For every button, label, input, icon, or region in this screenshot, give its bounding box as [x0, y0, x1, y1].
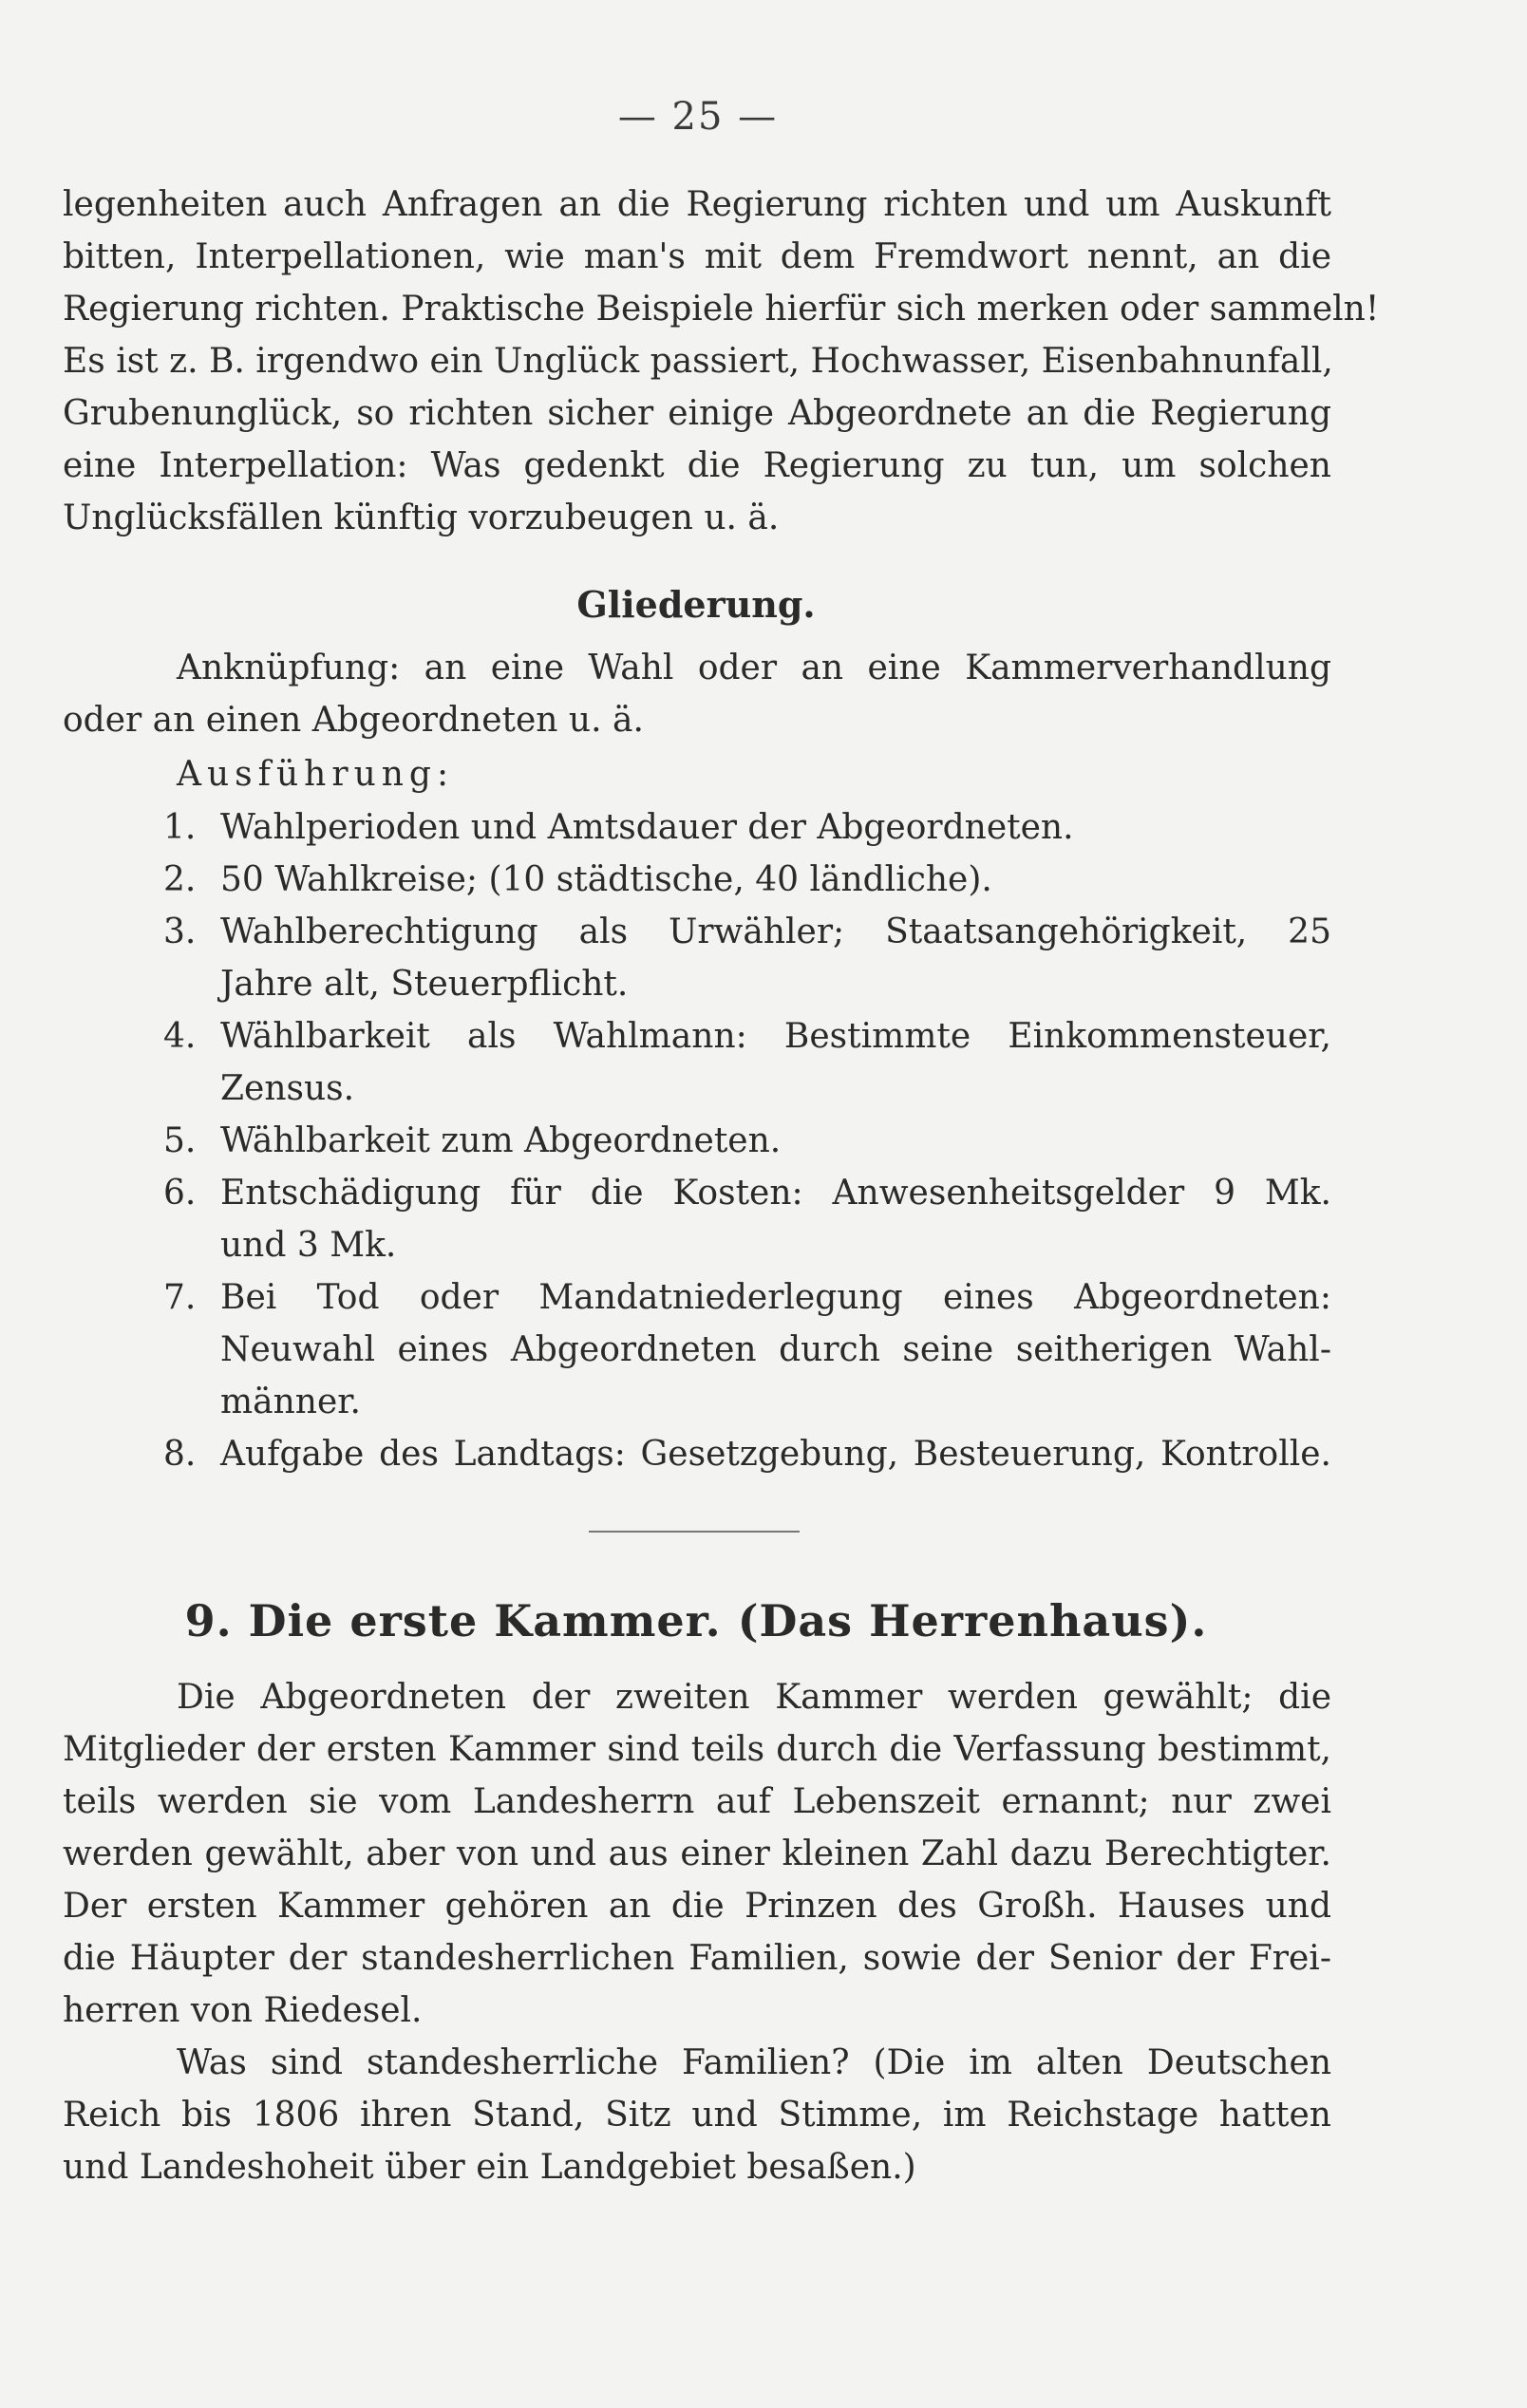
list-number: 5.	[163, 1121, 197, 1160]
ausfuehrung-label: Ausführung:	[177, 755, 455, 794]
paragraph-standesherrliche-familien	[63, 2037, 1331, 2193]
ausfuehrung-list	[163, 801, 1331, 1480]
page-number: — 25 —	[617, 95, 779, 139]
text-line: Der ersten Kammer gehören an die Prinzen des Großh. Hauses und	[63, 1887, 1331, 1926]
list-text: Zensus.	[220, 1069, 355, 1108]
list-text: Wahlperioden und Amtsdauer der Abgeordneten.	[220, 808, 1074, 847]
text-line: herren von Riedesel.	[63, 1991, 423, 2030]
list-text: männer.	[220, 1383, 361, 1421]
list-number: 2.	[163, 860, 197, 899]
list-text: Wahlberechtigung als Urwähler; Staatsangehörigkeit, 25	[220, 912, 1331, 951]
text-line: Die Abgeordneten der zweiten Kammer werden gewählt; die	[177, 1678, 1331, 1717]
list-item	[163, 1167, 1331, 1271]
list-item	[163, 854, 1331, 906]
intro-paragraph	[63, 179, 1380, 544]
list-item	[163, 906, 1331, 1010]
list-text: Wählbarkeit als Wahlmann: Bestimmte Einkommensteuer,	[220, 1017, 1331, 1056]
section-title: 9. Die erste Kammer. (Das Herrenhaus).	[184, 1595, 1208, 1646]
text-line: Reich bis 1806 ihren Stand, Sitz und Stimme, im Reichstage hatten	[63, 2096, 1331, 2135]
list-number: 8.	[163, 1435, 197, 1474]
list-number: 3.	[163, 912, 197, 951]
text-line: Grubenunglück, so richten sicher einige Abgeordnete an die Regierung	[63, 394, 1331, 433]
list-number: 1.	[163, 808, 197, 847]
text-line: Unglücksfällen künftig vorzubeugen u. ä.	[63, 499, 780, 537]
text-line: Was sind standesherrliche Familien? (Die im alten Deutschen	[177, 2043, 1331, 2082]
list-item	[163, 1115, 1331, 1167]
list-text: Entschädigung für die Kosten: Anwesenheitsgelder 9 Mk.	[220, 1174, 1331, 1213]
text-line: Regierung richten. Praktische Beispiele hierfür sich merken oder sammeln!	[63, 290, 1380, 329]
text-line: teils werden sie vom Landesherrn auf Lebenszeit ernannt; nur zwei	[63, 1782, 1331, 1821]
text-line: Mitglieder der ersten Kammer sind teils durch die Verfassung bestimmt,	[63, 1730, 1331, 1769]
list-text: Wählbarkeit zum Abgeordneten.	[220, 1121, 782, 1160]
list-number: 7.	[163, 1278, 197, 1317]
list-text: 50 Wahlkreise; (10 städtische, 40 ländliche).	[220, 860, 992, 899]
text-line: legenheiten auch Anfragen an die Regierung richten und um Auskunft	[63, 185, 1331, 224]
gliederung-heading: Gliederung.	[576, 583, 816, 626]
text-line: werden gewählt, aber von und aus einer kleinen Zahl dazu Berechtigter.	[63, 1834, 1331, 1873]
anknuepfung-block	[63, 642, 1331, 746]
anknuepfung-line: oder an einen Abgeordneten u. ä.	[63, 701, 644, 740]
list-text: Aufgabe des Landtags: Gesetzgebung, Besteuerung, Kontrolle.	[220, 1435, 1331, 1474]
list-text: Jahre alt, Steuerpflicht.	[220, 965, 629, 1004]
list-item	[163, 1010, 1331, 1115]
list-item	[163, 1428, 1331, 1480]
list-number: 6.	[163, 1174, 197, 1213]
list-item	[163, 1271, 1331, 1428]
text-line: eine Interpellation: Was gedenkt die Regierung zu tun, um solchen	[63, 446, 1331, 485]
text-line: Es ist z. B. irgendwo ein Unglück passiert, Hochwasser, Eisenbahnunfall,	[63, 342, 1333, 381]
ausfuehrung-label-block	[177, 748, 746, 800]
list-text: und 3 Mk.	[220, 1226, 397, 1265]
paragraph-erste-kammer	[63, 1671, 1331, 2037]
anknuepfung-line: Anknüpfung: an eine Wahl oder an eine Kammerverhandlung	[177, 649, 1331, 687]
list-text: Neuwahl eines Abgeordneten durch seine seitherigen Wahl-	[220, 1330, 1331, 1369]
list-text: Bei Tod oder Mandatniederlegung eines Abgeordneten:	[220, 1278, 1331, 1317]
text-line: bitten, Interpellationen, wie man's mit dem Fremdwort nennt, an die	[63, 237, 1331, 276]
text-line: und Landeshoheit über ein Landgebiet besaßen.)	[63, 2148, 916, 2187]
list-number: 4.	[163, 1017, 197, 1056]
text-line: die Häupter der standesherrlichen Familien, sowie der Senior der Frei-	[63, 1939, 1331, 1978]
list-item	[163, 801, 1331, 854]
section-divider	[589, 1531, 800, 1533]
